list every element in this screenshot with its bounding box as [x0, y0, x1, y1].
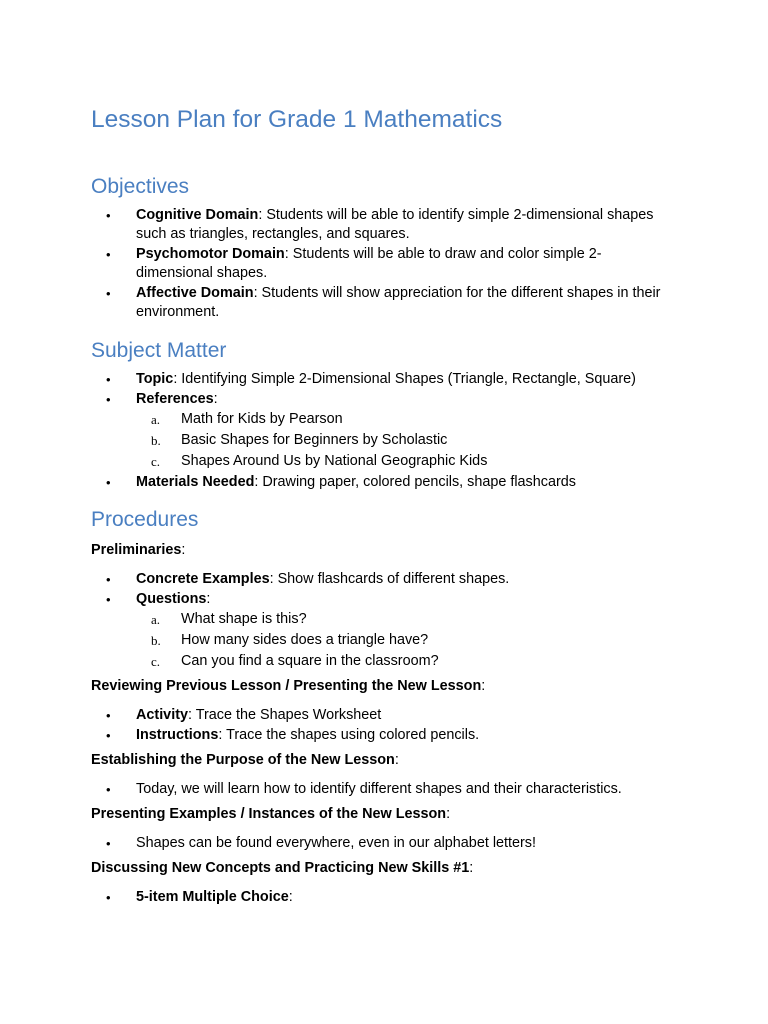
subheading-label: Establishing the Purpose of the New Lesson — [91, 752, 395, 768]
bullet-icon: • — [106, 208, 111, 223]
subheading-label: Discussing New Concepts and Practicing New Skills #1 — [91, 860, 470, 876]
discussing-subheading — [91, 859, 678, 878]
list-item — [91, 590, 678, 671]
bullet-icon: • — [106, 372, 111, 387]
question-text: How many sides does a triangle have? — [181, 632, 429, 648]
item-label: References — [136, 391, 214, 407]
subheading-suffix: : — [446, 806, 451, 822]
document-title: Lesson Plan for Grade 1 Mathematics — [91, 106, 503, 133]
bullet-icon: • — [106, 836, 111, 851]
item-text: : Trace the shapes using colored pencils. — [218, 727, 480, 743]
reference-item — [91, 410, 678, 429]
objectives-list — [91, 206, 678, 322]
item-text: : Students will be able to identify simple 2-dimensional shapes such as triangles, rectangles, and squares. — [136, 207, 654, 242]
item-text: Shapes can be found everywhere, even in our alphabet letters! — [136, 835, 537, 851]
item-text: : Trace the Shapes Worksheet — [187, 707, 382, 723]
bullet-icon: • — [106, 247, 111, 262]
item-text: : Show flashcards of different shapes. — [269, 571, 510, 587]
item-text: : Students will be able to draw and color simple 2-dimensional shapes. — [136, 246, 602, 281]
examples-subheading — [91, 805, 678, 824]
discussing-list — [91, 888, 678, 907]
bullet-icon: • — [106, 890, 111, 905]
procedures-heading: Procedures — [91, 508, 199, 531]
reference-text: Math for Kids by Pearson — [181, 411, 343, 427]
item-label: Instructions — [136, 727, 219, 743]
bullet-icon: • — [106, 592, 111, 607]
bullet-icon: • — [106, 475, 111, 490]
item-label: Psychomotor Domain — [136, 246, 285, 262]
item-label: Cognitive Domain — [136, 207, 259, 223]
subheading-suffix: : — [469, 860, 474, 876]
reviewing-subheading — [91, 677, 678, 696]
list-letter: b. — [151, 433, 161, 448]
item-label: Questions — [136, 591, 207, 607]
bullet-icon: • — [106, 286, 111, 301]
item-text: Today, we will learn how to identify different shapes and their characteristics. — [136, 781, 622, 797]
preliminaries-subheading — [91, 541, 678, 560]
list-letter: b. — [151, 633, 161, 648]
item-text: : Students will show appreciation for the different shapes in their environment. — [136, 285, 661, 320]
subheading-label: Presenting Examples / Instances of the New Lesson — [91, 806, 447, 822]
list-letter: c. — [151, 654, 161, 669]
item-text: : — [288, 889, 293, 905]
subheading-suffix: : — [481, 678, 486, 694]
item-label: Concrete Examples — [136, 571, 270, 587]
subheading-suffix: : — [394, 752, 399, 768]
subheading-suffix: : — [181, 542, 186, 558]
question-text: Can you find a square in the classroom? — [181, 653, 439, 669]
subheading-label: Reviewing Previous Lesson / Presenting the New Lesson — [91, 678, 482, 694]
subheading-label: Preliminaries — [91, 542, 182, 558]
bullet-icon: • — [106, 572, 111, 587]
list-letter: c. — [151, 454, 161, 469]
list-letter: a. — [151, 412, 161, 427]
bullet-icon: • — [106, 708, 111, 723]
reviewing-list — [91, 706, 678, 745]
list-item — [91, 284, 678, 322]
purpose-subheading — [91, 751, 678, 770]
item-label: 5-item Multiple Choice — [136, 889, 289, 905]
examples-list — [91, 834, 678, 853]
question-item — [91, 652, 678, 671]
list-item — [91, 390, 678, 471]
question-item — [91, 610, 678, 629]
purpose-list — [91, 780, 678, 799]
list-item — [91, 245, 678, 283]
list-item — [91, 834, 678, 853]
list-letter: a. — [151, 612, 161, 627]
subject-matter-list — [91, 370, 678, 492]
list-item — [91, 473, 678, 492]
item-label: Topic — [136, 371, 174, 387]
question-item — [91, 631, 678, 650]
list-item — [91, 370, 678, 389]
question-text: What shape is this? — [181, 611, 307, 627]
item-text: : Drawing paper, colored pencils, shape flashcards — [254, 474, 576, 490]
item-text: : Identifying Simple 2-Dimensional Shapes (Triangle, Rectangle, Square) — [173, 371, 636, 387]
bullet-icon: • — [106, 728, 111, 743]
bullet-icon: • — [106, 782, 111, 797]
references-list — [136, 410, 678, 471]
item-label: Activity — [136, 707, 188, 723]
item-text: : — [206, 591, 211, 607]
subject-matter-heading: Subject Matter — [91, 339, 227, 362]
item-label: Materials Needed — [136, 474, 255, 490]
list-item — [91, 570, 678, 589]
item-label: Affective Domain — [136, 285, 254, 301]
objectives-heading: Objectives — [91, 175, 190, 198]
preliminaries-list — [91, 570, 678, 671]
list-item — [91, 780, 678, 799]
item-text: : — [213, 391, 218, 407]
reference-text: Shapes Around Us by National Geographic Kids — [181, 453, 488, 469]
reference-text: Basic Shapes for Beginners by Scholastic — [181, 432, 448, 448]
list-item — [91, 726, 678, 745]
reference-item — [91, 431, 678, 450]
questions-list — [136, 610, 678, 671]
list-item — [91, 706, 678, 725]
bullet-icon: • — [106, 392, 111, 407]
reference-item — [91, 452, 678, 471]
list-item — [91, 888, 678, 907]
list-item — [91, 206, 678, 244]
